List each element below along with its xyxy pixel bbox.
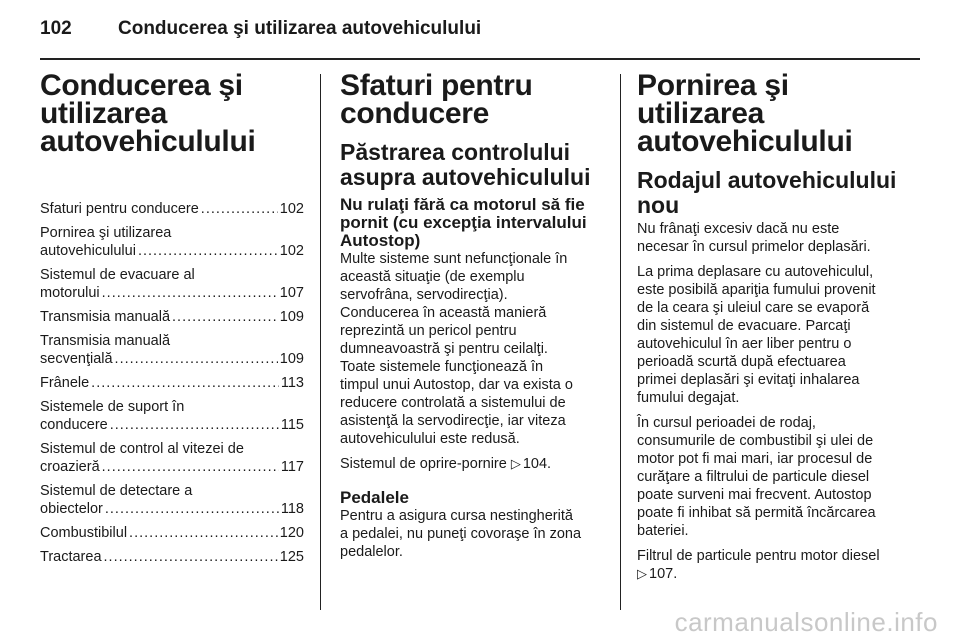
text-line: este posibilă apariţia fumului provenit bbox=[637, 282, 876, 298]
toc-page-number: 125 bbox=[279, 549, 304, 565]
paragraph-autostop bbox=[340, 250, 608, 448]
toc-page-number: 109 bbox=[279, 351, 304, 367]
text-line: de la ceara şi uleiul care se evaporă bbox=[637, 300, 870, 316]
subsection-title-line: Rodajul autovehiculului bbox=[637, 167, 897, 193]
text-line: Conducerea în această manieră bbox=[340, 305, 547, 321]
text-line: bateriei. bbox=[637, 523, 689, 539]
text-line: dumneavoastră şi pentru ceilalţi. bbox=[340, 341, 548, 357]
toc-entry-text: conducere bbox=[40, 417, 108, 433]
toc-leader-dots bbox=[91, 374, 279, 392]
watermark: carmanualsonline.info bbox=[674, 607, 938, 637]
paragraph-braking bbox=[637, 220, 905, 256]
text-line: Multe sisteme sunt nefuncţionale în bbox=[340, 251, 568, 267]
toc-entry[interactable] bbox=[40, 548, 304, 566]
column-starting-operating bbox=[637, 69, 905, 590]
column-driving-tips bbox=[340, 69, 608, 568]
paragraph-stop-start-ref bbox=[340, 455, 608, 473]
page-reference-link[interactable]: 107. bbox=[649, 566, 678, 582]
subsection-title bbox=[340, 140, 608, 190]
text-line: din sistemul de evacuare. Parcaţi bbox=[637, 318, 851, 334]
text-line: Pentru a asigura cursa nestingherită bbox=[340, 508, 573, 524]
toc-entry-text: Pornirea şi utilizarea bbox=[40, 225, 172, 241]
toc-entry-text: Tractarea bbox=[40, 549, 102, 565]
toc-leader-dots bbox=[201, 200, 278, 218]
text-line: Toate sistemele funcţionează în bbox=[340, 359, 544, 375]
column-divider-1 bbox=[320, 74, 321, 610]
pedals-heading: Pedalele bbox=[340, 488, 409, 507]
chapter-title bbox=[40, 69, 304, 158]
toc-leader-dots bbox=[105, 500, 279, 518]
toc-page-number: 117 bbox=[280, 459, 304, 475]
column-divider-2 bbox=[620, 74, 621, 610]
toc-entry-text: croazieră bbox=[40, 459, 100, 475]
warning-heading-line: pornit (cu excepţia intervalului bbox=[340, 213, 587, 232]
toc-entry-text: Sistemele de suport în bbox=[40, 399, 185, 415]
warning-heading bbox=[340, 196, 608, 250]
text-line: Filtrul de particule pentru motor diesel bbox=[637, 548, 880, 564]
toc-entry[interactable] bbox=[40, 266, 304, 302]
toc-entry[interactable] bbox=[40, 374, 304, 392]
section-title-line: autovehiculului bbox=[637, 125, 853, 158]
chapter-title-line: autovehiculului bbox=[40, 125, 256, 158]
text-line: perioadă scurtă după efectuarea bbox=[637, 354, 846, 370]
toc-page-number: 115 bbox=[280, 417, 304, 433]
toc-leader-dots bbox=[115, 350, 278, 368]
toc-leader-dots bbox=[102, 458, 279, 476]
subsection-title bbox=[637, 168, 905, 218]
toc-page-number: 102 bbox=[279, 243, 304, 259]
toc-page-number: 113 bbox=[280, 375, 304, 391]
toc-entry-text: Sistemul de control al vitezei de bbox=[40, 441, 244, 457]
toc-entry-text: obiectelor bbox=[40, 501, 103, 517]
header-rule bbox=[40, 58, 920, 60]
text-line: a pedalei, nu puneţi covoraşe în zona bbox=[340, 526, 582, 542]
toc-entry-text: motorului bbox=[40, 285, 100, 301]
paragraph-pedals bbox=[340, 507, 608, 561]
text-line: pedalelor. bbox=[340, 544, 403, 560]
text-line: consumurile de combustibil şi ulei de bbox=[637, 433, 874, 449]
toc-leader-dots bbox=[138, 242, 278, 260]
toc-entry[interactable] bbox=[40, 308, 304, 326]
toc-entry-text: Sistemul de detectare a bbox=[40, 483, 193, 499]
text-line: asistenţă la servodirecţie, iar viteza bbox=[340, 413, 566, 429]
text-line: fumului degajat. bbox=[637, 390, 740, 406]
toc-leader-dots bbox=[104, 548, 278, 566]
toc-entry[interactable] bbox=[40, 440, 304, 476]
text-line: Nu frânaţi excesiv dacă nu este bbox=[637, 221, 840, 237]
text-line: La prima deplasare cu autovehiculul, bbox=[637, 264, 874, 280]
text-line: servofrâna, servodirecţia). bbox=[340, 287, 508, 303]
text-line: poate fi inhibat să permită încărcarea bbox=[637, 505, 876, 521]
section-title-line: Sfaturi pentru bbox=[340, 69, 533, 102]
toc-entry[interactable] bbox=[40, 524, 304, 542]
toc-leader-dots bbox=[129, 524, 278, 542]
toc-page-number: 109 bbox=[279, 309, 304, 325]
text-line: poate surveni mai frecvent. Autostop bbox=[637, 487, 872, 503]
warning-heading-line: Autostop) bbox=[340, 231, 421, 250]
toc-page-number: 107 bbox=[279, 285, 304, 301]
toc-entry[interactable] bbox=[40, 224, 304, 260]
triangle-right-icon: ▷ bbox=[510, 456, 521, 471]
toc-entry-text: Sistemul de evacuare al bbox=[40, 267, 195, 283]
subsection-title-line: nou bbox=[637, 192, 680, 218]
subsection-title-line: asupra autovehiculului bbox=[340, 164, 591, 190]
section-title bbox=[340, 69, 608, 130]
text-line: autovehiculului este redusă. bbox=[340, 431, 520, 447]
section-title bbox=[637, 69, 905, 158]
toc-entry[interactable] bbox=[40, 200, 304, 218]
text-line: reducere controlată a sistemului de bbox=[340, 395, 566, 411]
toc-entry-text: secvenţială bbox=[40, 351, 113, 367]
text-line: autovehiculul în aer liber pentru o bbox=[637, 336, 852, 352]
toc-leader-dots bbox=[102, 284, 278, 302]
page-reference-link[interactable]: 104. bbox=[522, 456, 552, 472]
toc-entry[interactable] bbox=[40, 332, 304, 368]
warning-heading-line: Nu rulaţi fără ca motorul să fie bbox=[340, 195, 585, 214]
paragraph-running-in bbox=[637, 414, 905, 540]
text-line: această situaţie (de exemplu bbox=[340, 269, 525, 285]
text-line: motor pot fi mai mari, iar procesul de bbox=[637, 451, 873, 467]
toc-entry[interactable] bbox=[40, 398, 304, 434]
text-line: curăţare a filtrului de particule diesel bbox=[637, 469, 870, 485]
chapter-title-line: Conducerea şi bbox=[40, 69, 243, 102]
toc-leader-dots bbox=[172, 308, 278, 326]
toc-entry-text: Sfaturi pentru conducere bbox=[40, 201, 199, 217]
text-line: Sistemul de oprire-pornire bbox=[340, 456, 507, 472]
toc-leader-dots bbox=[110, 416, 279, 434]
text-line: reprezintă un pericol pentru bbox=[340, 323, 517, 339]
text-line: În cursul perioadei de rodaj, bbox=[637, 415, 816, 431]
toc-entry-text: Combustibilul bbox=[40, 525, 128, 541]
chapter-title-line: utilizarea bbox=[40, 97, 168, 130]
text-line: necesar în cursul primelor deplasări. bbox=[637, 239, 871, 255]
triangle-right-icon: ▷ bbox=[637, 566, 647, 581]
toc-entry-text: Transmisia manuală bbox=[40, 333, 171, 349]
page-number: 102 bbox=[40, 18, 72, 39]
toc-entry-text: autovehiculului bbox=[40, 243, 136, 259]
table-of-contents bbox=[40, 200, 304, 566]
text-line: primei deplasări şi evitaţi inhalarea bbox=[637, 372, 860, 388]
page-header bbox=[40, 14, 920, 44]
toc-entry-text: Frânele bbox=[40, 375, 90, 391]
running-title: Conducerea şi utilizarea autovehiculului bbox=[118, 18, 482, 39]
toc-entry[interactable] bbox=[40, 482, 304, 518]
text-line: timpul unui Autostop, dar va exista o bbox=[340, 377, 573, 393]
subsection-title-line: Păstrarea controlului bbox=[340, 139, 571, 165]
toc-page-number: 118 bbox=[280, 501, 304, 517]
toc-page-number: 102 bbox=[279, 201, 304, 217]
toc-entry-text: Transmisia manuală bbox=[40, 309, 171, 325]
toc-page-number: 120 bbox=[279, 525, 304, 541]
section-title-line: conducere bbox=[340, 97, 490, 130]
paragraph-first-drive bbox=[637, 263, 905, 407]
section-title-line: Pornirea şi utilizarea bbox=[637, 69, 789, 130]
paragraph-particle-filter-ref bbox=[637, 547, 905, 583]
column-chapter-contents bbox=[40, 69, 304, 572]
